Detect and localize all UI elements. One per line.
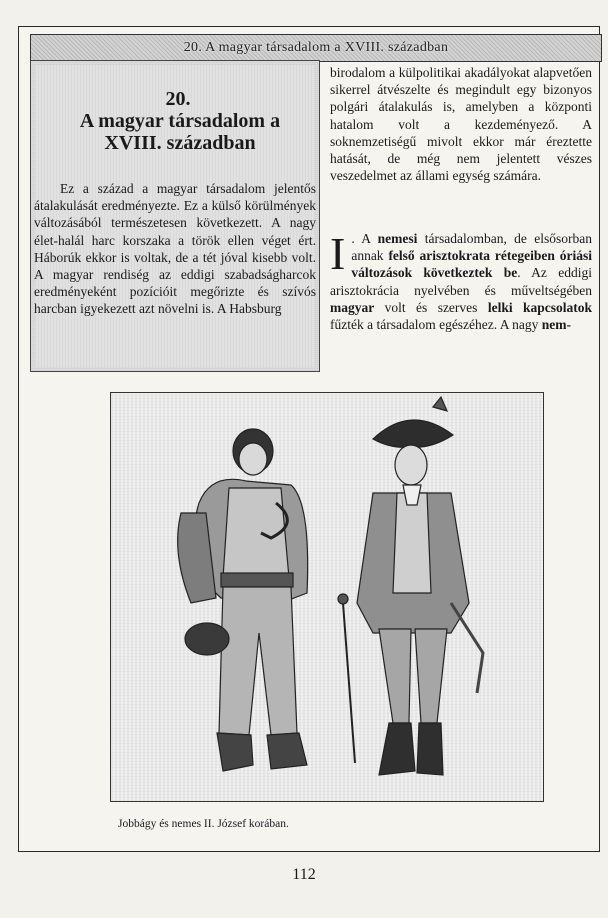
chapter-title-line-1: A magyar társadalom a (79, 110, 281, 132)
peasant-figure (178, 429, 308, 771)
right-column-text (330, 64, 592, 184)
para2-bold-changes: felső arisztokrata rétegeiben óriási változások következtek be (351, 248, 592, 281)
para2-bold-nemesi: nemesi (377, 231, 418, 246)
chapter-title (30, 110, 330, 154)
para2-text-i: fűzték a társadalom egészéhez. A nagy (330, 317, 542, 333)
left-column-text (34, 180, 316, 318)
chapter-number: 20. (165, 88, 191, 110)
nobleman-figure (338, 397, 483, 775)
illustration-figure (110, 392, 544, 802)
para2-bold-nem: nem- (541, 317, 572, 333)
running-header-title: 20. A magyar társadalom a XVIII. században (183, 40, 449, 55)
para2-bold-magyar: magyar (330, 299, 375, 315)
page-number: 112 (292, 866, 316, 883)
drop-cap: I (330, 228, 346, 279)
right-paragraph-2 (330, 230, 592, 333)
para2-text-c: társadalomban, de elsősorban annak (351, 231, 593, 264)
running-header (30, 34, 602, 62)
figure-caption: Jobbágy és nemes II. József korában. (118, 818, 289, 830)
chapter-title-line-2: XVIII. században (104, 132, 256, 154)
right-paragraph-1: birodalom a külpolitikai akadályokat alapvetően sikerrel átvészelte és megindult egy bizonyos polgári átalakulás is, amelyben a központi hatalom volt a kezdeményező. A soknemzetiségű mivolt ekkor már éreztette hatását, de még nem jelentett vészes veszedelmet az állami egység számára. (330, 65, 592, 184)
left-paragraph: Ez a század a magyar társadalom jelentős átalakulását eredményezte. Ez a külső körülmények változásából természetesen következett. A nagy élet-halál harc korszaka a török ellen véget ért. Háborúk ekkor is voltak, de a tét jóval kisebb volt. A magyar rendiség az eddigi szabadságharcok eredményeként pozícióit megőrizte és szívós harcban igyekezett azt növelni is. A Habsburg (34, 181, 316, 317)
para2-text-e: . Az eddigi arisztokrácia nyelvében és műveltségében (330, 265, 592, 298)
para2-text-a: . A (351, 231, 378, 246)
para2-bold-lelki: lelki kapcsolatok (487, 299, 592, 315)
para2-text-g: volt és szerves (374, 299, 488, 315)
illustration-drawing (111, 393, 543, 801)
